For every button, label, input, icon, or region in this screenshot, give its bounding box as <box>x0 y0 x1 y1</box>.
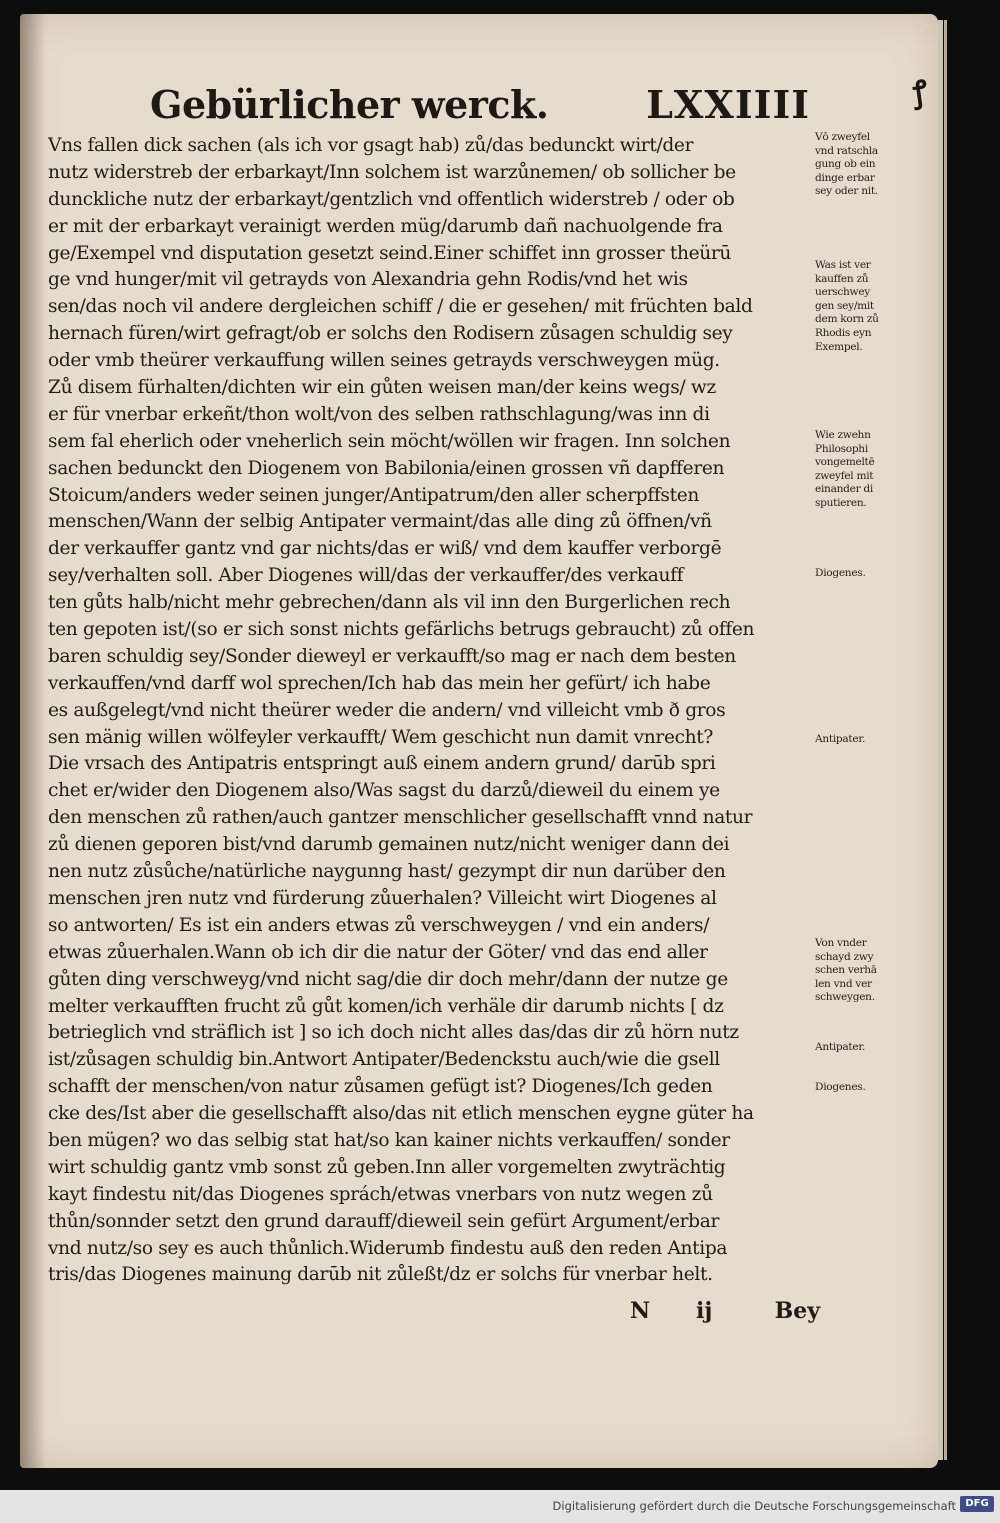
text-line: baren schuldig sey/Sonder dieweyl er verkaufft/so mag er nach dem besten <box>48 645 736 667</box>
text-line: kayt findestu nit/das Diogenes sprách/etwas vnerbars von nutz wegen zů <box>48 1183 713 1205</box>
corner-mark: ꝭ <box>910 74 930 111</box>
margin-note-line: sputieren. <box>815 496 867 509</box>
text-line: zů dienen geporen bist/vnd darumb gemainen nutz/nicht weniger dann dei <box>48 834 730 856</box>
margin-note-line: Antipater. <box>815 1041 866 1053</box>
text-line: der verkauffer gantz vnd gar nichts/das er wiß/ vnd dem kauffer verborgē <box>48 538 722 560</box>
margin-note-line: gung ob ein <box>815 158 876 171</box>
dfg-logo: DFG <box>960 1496 994 1512</box>
page-edge <box>938 20 943 1460</box>
margin-note <box>815 1081 905 1095</box>
text-line: Zů disem fürhalten/dichten wir ein gůten weisen man/der keins wegs/ wz <box>48 377 716 399</box>
margin-note-line: Wie zwehn <box>815 429 871 441</box>
text-line: ten gůts halb/nicht mehr gebrechen/dann als vil inn den Burgerlichen rech <box>48 592 731 614</box>
margin-note-line: vongemeltē <box>815 456 875 469</box>
text-line: Stoicum/anders weder seinen junger/Antipatrum/den aller scherpffsten <box>48 484 699 506</box>
margin-note <box>815 259 905 354</box>
text-line: cke des/Ist aber die gesellschafft also/das nit etlich menschen eygne güter ha <box>48 1103 754 1125</box>
text-line: so antworten/ Es ist ein anders etwas zů verschweygen / vnd ein anders/ <box>48 914 710 936</box>
text-line: chet er/wider den Diogenem also/Was sagst du darzů/dieweil du einem ye <box>48 780 720 802</box>
body-text <box>48 133 816 1289</box>
text-line: betrieglich vnd sträflich ist ] so ich doch nicht alles das/das dir zů hörn nutz <box>48 1022 739 1044</box>
text-line: sen/das noch vil andere dergleichen schiff / die er gesehen/ mit früchten bald <box>48 296 753 318</box>
margin-note <box>815 567 905 581</box>
text-line: nen nutz zůsůche/natürliche naygunng hast/ gezympt dir nun darüber den <box>48 861 726 883</box>
text-line: melter verkaufften frucht zů gůt komen/ich verhäle dir darumb nichts [ dz <box>48 995 724 1017</box>
margin-note-line: gen sey/mit <box>815 299 874 312</box>
folio-number: LXXIIII <box>646 82 810 127</box>
margin-note-line: vnd ratschla <box>815 144 878 157</box>
margin-note-line: schweygen. <box>815 991 875 1004</box>
text-line: ge/Exempel vnd disputation gesetzt seind.Einer schiffet inn grosser theürū <box>48 242 732 264</box>
text-line: sachen bedunckt den Diogenem von Babilonia/einen grossen vñ dapfferen <box>48 457 725 479</box>
text-line: gůten ding verschweyg/vnd nicht sag/die dir doch mehr/dann der nutze ge <box>48 968 728 990</box>
margin-note-line: dem korn zů <box>815 313 879 326</box>
text-line: sem fal eherlich oder vneherlich sein möcht/wöllen wir fragen. Inn solchen <box>48 430 731 452</box>
margin-note-line: uerschwey <box>815 286 870 299</box>
text-line: sen mänig willen wölfeyler verkaufft/ Wem geschicht nun damit vnrecht? <box>48 726 714 748</box>
margin-note <box>815 429 905 511</box>
margin-note <box>815 131 905 199</box>
funding-credit: Digitalisierung gefördert durch die Deutsche Forschungsgemeinschaft <box>552 1499 956 1513</box>
text-line: Vns fallen dick sachen (als ich vor gsagt hab) zů/das bedunckt wirt/der <box>48 135 694 156</box>
text-line: dunckliche nutz der erbarkayt/gentzlich vnd offentlich widerstreb / oder ob <box>48 188 735 210</box>
text-line: verkauffen/vnd darff wol sprechen/Ich hab das mein her gefürt/ ich habe <box>48 672 711 694</box>
text-line: thůn/sonnder setzt den grund darauff/dieweil sein gefürt Argument/erbar <box>48 1210 720 1232</box>
margin-note <box>815 1041 905 1055</box>
text-line: menschen jren nutz vnd fürderung zůuerhalen? Villeicht wirt Diogenes al <box>48 887 717 909</box>
signature-mark: N <box>630 1298 651 1324</box>
text-line: er mit der erbarkayt verainigt werden müg/darumb dañ nachuolgende fra <box>48 215 723 237</box>
margin-note-line: schen verhā <box>815 964 877 977</box>
margin-note-line: Rhodis eyn <box>815 326 872 339</box>
catchline <box>630 1298 820 1328</box>
running-header <box>150 82 810 132</box>
text-line: oder vmb theürer verkauffung willen seines getrayds verschweygen müg. <box>48 350 720 372</box>
margin-note-line: Exempel. <box>815 340 863 353</box>
text-line: nutz widerstreb der erbarkayt/Inn solchem ist warzůnemen/ ob sollicher be <box>48 161 736 183</box>
margin-note-line: len vnd ver <box>815 977 872 990</box>
page-edge <box>944 20 947 1460</box>
text-line: den menschen zů rathen/auch gantzer menschlicher gesellschafft vnnd natur <box>48 807 753 829</box>
text-line: es außgelegt/vnd nicht theürer weder die andern/ vnd villeicht vmb ð gros <box>48 699 726 721</box>
text-line: Die vrsach des Antipatris entspringt auß einem andern grund/ darūb spri <box>48 753 716 775</box>
text-line: sey/verhalten soll. Aber Diogenes will/das der verkauffer/des verkauff <box>48 565 684 587</box>
margin-note-line: zweyfel mit <box>815 469 874 482</box>
margin-note-line: Vō zweyfel <box>815 131 870 143</box>
text-line: menschen/Wann der selbig Antipater vermaint/das alle ding zů öffnen/vñ <box>48 511 712 533</box>
running-title: Gebürlicher werck. <box>150 82 549 127</box>
margin-note-line: dinge erbar <box>815 171 875 184</box>
text-line: hernach füren/wirt gefragt/ob er solchs den Rodisern zůsagen schuldig sey <box>48 323 733 345</box>
margin-note-line: Von vnder <box>815 937 867 949</box>
text-line: ben mügen? wo das selbig stat hat/so kan kainer nichts verkauffen/ sonder <box>48 1129 730 1151</box>
text-line: ge vnd hunger/mit vil getrayds von Alexandria gehn Rodis/vnd het wis <box>48 269 688 291</box>
margin-note <box>815 937 905 1005</box>
text-line: wirt schuldig gantz vmb sonst zů geben.Inn aller vorgemelten zwyträchtig <box>48 1156 726 1178</box>
margin-note-line: einander di <box>815 483 873 496</box>
margin-note <box>815 733 905 747</box>
text-line: tris/das Diogenes mainung darūb nit zůleßt/dz er solchs für vnerbar helt. <box>48 1264 713 1286</box>
margin-note-line: Philosophi <box>815 442 868 455</box>
text-line: ten gepoten ist/(so er sich sonst nichts gefärlichs betrugs gebraucht) zů offen <box>48 619 755 641</box>
catchword: Bey <box>774 1298 820 1324</box>
text-line: ist/zůsagen schuldig bin.Antwort Antipater/Bedenckstu auch/wie die gsell <box>48 1049 720 1071</box>
margin-note-line: Diogenes. <box>815 567 866 579</box>
margin-note-line: Was ist ver <box>815 259 871 271</box>
text-line: er für vnerbar erkeñt/thon wolt/von des selben rathschlagung/was inn di <box>48 403 710 425</box>
footer-bar <box>0 1490 1000 1523</box>
margin-note-line: schayd zwy <box>815 950 874 963</box>
margin-note-line: Antipater. <box>815 733 866 745</box>
margin-note-line: kauffen zů <box>815 272 869 285</box>
margin-note-line: Diogenes. <box>815 1081 866 1093</box>
text-line: etwas zůuerhalen.Wann ob ich dir die natur der Göter/ vnd das end aller <box>48 941 708 963</box>
text-line: vnd nutz/so sey es auch thůnlich.Widerumb findestu auß den reden Antipa <box>48 1237 728 1259</box>
margin-note-line: sey oder nit. <box>815 185 878 198</box>
text-line: schafft der menschen/von natur zůsamen gefügt ist? Diogenes/Ich geden <box>48 1076 713 1098</box>
signature-number: ij <box>696 1298 713 1324</box>
